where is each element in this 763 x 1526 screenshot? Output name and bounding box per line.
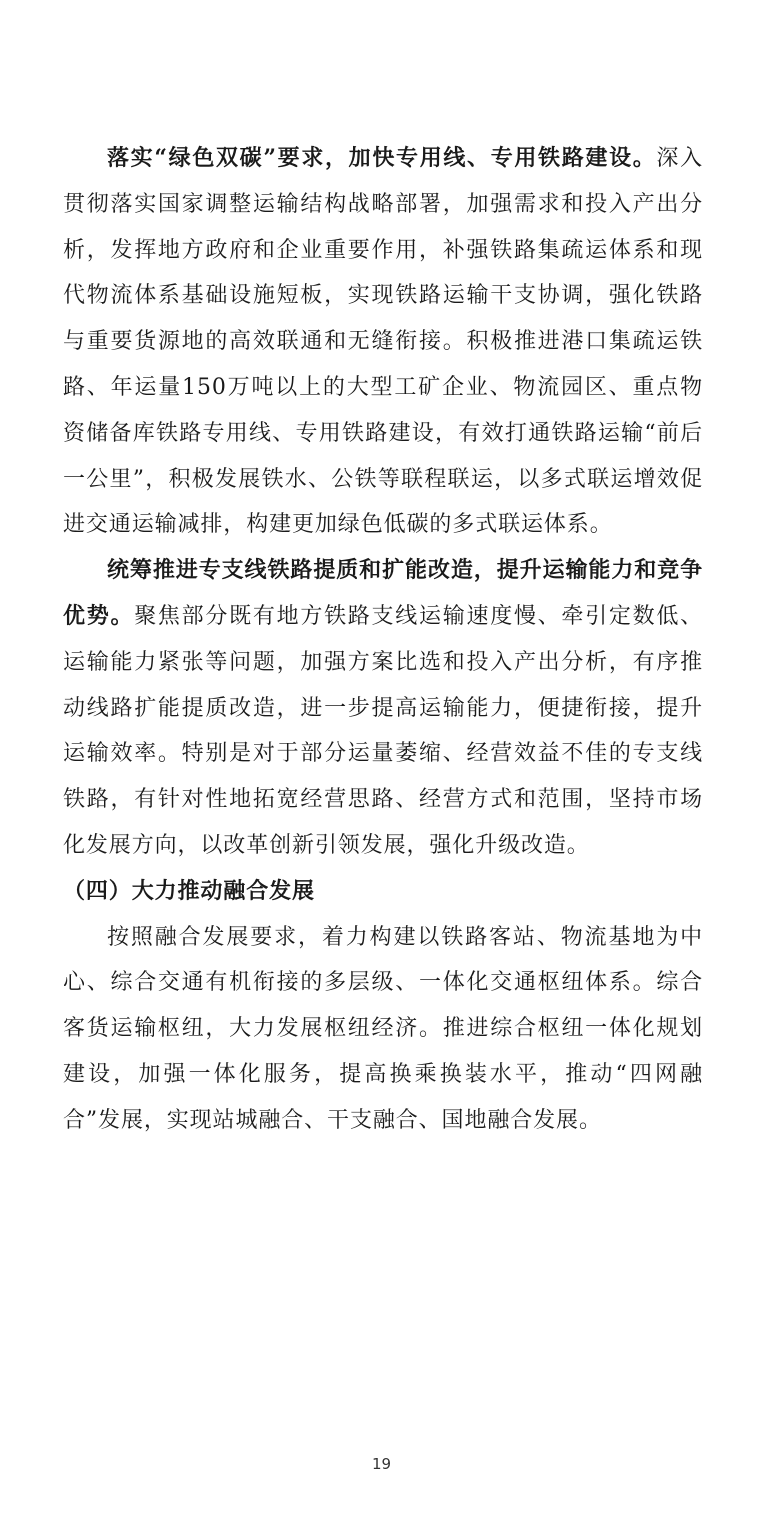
page-number: 19 [371, 1455, 392, 1473]
paragraph-lead-bold: 统筹推进专支线铁路提质和扩能改造，提升运输能力和竞争优势。 [63, 557, 703, 629]
paragraph-lead-bold: 落实“绿色双碳”要求，加快专用线、专用铁路建设。 [107, 145, 657, 171]
document-page [63, 136, 703, 1144]
section-heading: （四）大力推动融合发展 [63, 877, 315, 904]
paragraph-body: 聚焦部分既有地方铁路支线运输速度慢、牵引定数低、运输能力紧张等问题，加强方案比选和投入产出分析，有序推动线路扩能提质改造，进一步提高运输能力，便捷衔接，提升运输效率。特别是对于部分运量萎缩、经营效益不佳的专支线铁路，有针对性地拓宽经营思路、经营方式和范围，坚持市场化发展方向，以改革创新引领发展，强化升级改造。 [63, 603, 703, 858]
paragraph-body: 深入贯彻落实国家调整运输结构战略部署，加强需求和投入产出分析，发挥地方政府和企业重要作用，补强铁路集疏运体系和现代物流体系基础设施短板，实现铁路运输干支协调，强化铁路与重要货源地的高效联通和无缝衔接。积极推进港口集疏运铁路、年运量150万吨以上的大型工矿企业、物流园区、重点物资储备库铁路专用线、专用铁路建设，有效打通铁路运输“前后一公里”，积极发展铁水、公铁等联程联运，以多式联运增效促进交通运输减排，构建更加绿色低碳的多式联运体系。 [63, 146, 703, 538]
paragraph-integration: 按照融合发展要求，着力构建以铁路客站、物流基地为中心、综合交通有机衔接的多层级、一体化交通枢纽体系。综合客货运输枢纽，大力发展枢纽经济。推进综合枢纽一体化规划建设，加强一体化服务，提高换乘换装水平，推动“四网融合”发展，实现站城融合、干支融合、国地融合发展。 [63, 924, 703, 1133]
paragraph-capacity-upgrade [63, 548, 703, 869]
paragraph-green-carbon [63, 136, 703, 548]
